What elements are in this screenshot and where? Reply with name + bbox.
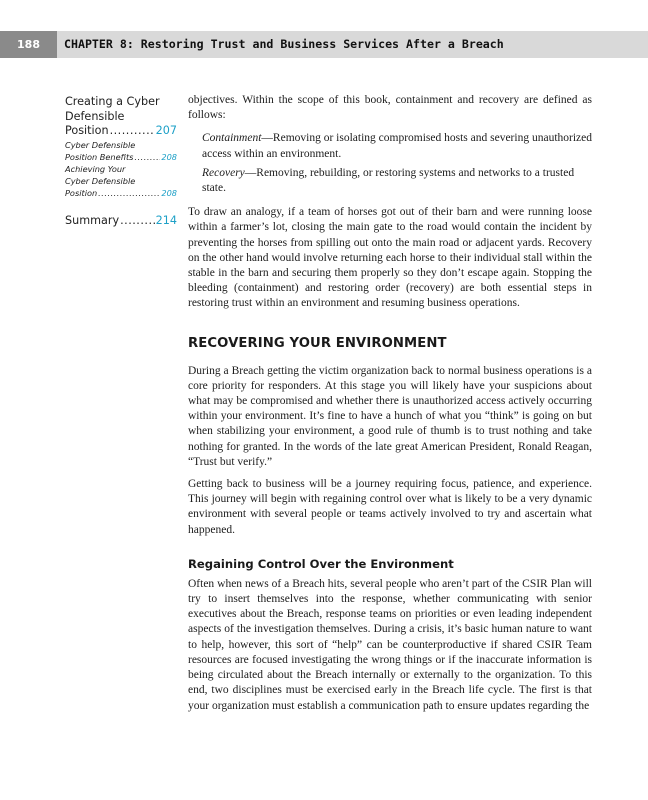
toc-leader-dots	[110, 124, 155, 139]
toc-page-number: 208	[161, 151, 177, 162]
definition-recovery	[202, 166, 592, 196]
toc-entry-label: Cyber Defensible	[65, 139, 136, 150]
chapter-title: CHAPTER 8: Restoring Trust and Business Services After a Breach	[64, 37, 504, 51]
toc-entry-label: Position Benefits	[65, 151, 134, 162]
intro-paragraph: objectives. Within the scope of this book, containment and recovery are defined as follows:	[188, 94, 592, 122]
toc-entry-label: Summary	[65, 213, 120, 227]
section-heading: RECOVERING YOUR ENVIRONMENT	[188, 335, 447, 351]
chapter-toc-sidebar	[65, 95, 177, 228]
section-paragraph-1: During a Breach getting the victim organization back to normal business operations is a core priority for responders. At this stage you will likely have your suspicions about what may be compromised and whether there is unauthorized access actively occurring within your environment. It’s fine to have a hunch of what you “think” is going on but when stabilizing your environment, a good rule of thumb is to trust nothing and take nothing for granted. In the words of the late great American President, Ronald Reagan, “Trust but verify.”	[188, 364, 592, 468]
toc-entry-label: Position	[65, 188, 98, 199]
definition-text: —Removing, rebuilding, or restoring systems and networks to a trusted state.	[202, 166, 575, 195]
page-number: 188	[0, 31, 57, 58]
definition-text: —Removing or isolating compromised hosts and severing unauthorized access within an environment.	[202, 132, 592, 160]
toc-leader-dots	[98, 187, 160, 199]
toc-entry-label: Cyber Defensible	[65, 176, 136, 187]
toc-entry-label: Position	[65, 124, 109, 137]
toc-page-number: 208	[161, 188, 177, 199]
toc-leader-dots	[134, 151, 160, 163]
toc-entry-achieving-position[interactable]	[65, 163, 177, 200]
toc-entry-label: Defensible	[65, 109, 125, 123]
definition-term: Containment	[202, 132, 262, 145]
definition-list	[202, 131, 592, 196]
analogy-paragraph: To draw an analogy, if a team of horses got out of their barn and were running loose within a farmer’s lot, closing the main gate to the road would contain the incident by preventing the horses from spilling out onto the main road or adjacent yards. Recovery on the other hand would involve returning each horse to their individual stall within the stable in the barn and securing them properly so they don’t escape again. Stopping the bleeding (containment) and restoring order (recovery) are both essential steps in restoring trust within an environment and resuming business operations.	[188, 206, 592, 310]
toc-page-number: 207	[155, 124, 177, 137]
section-paragraph-2: Getting back to business will be a journey requiring focus, patience, and experience. This journey will begin with regaining control over what is likely to be a very dynamic environment with several people or teams actively involved to try and ascertain what happened.	[188, 478, 592, 536]
toc-entry-label: Creating a Cyber	[65, 95, 160, 108]
toc-entry-summary[interactable]	[65, 214, 177, 229]
main-text-column	[188, 93, 592, 714]
toc-entry-label: Achieving Your	[65, 163, 126, 174]
toc-page-number: 214	[155, 213, 177, 227]
running-header	[0, 31, 648, 58]
toc-leader-dots	[120, 214, 155, 229]
toc-entry-creating-position[interactable]	[65, 95, 177, 139]
toc-entry-position-benefits[interactable]	[65, 139, 177, 163]
subsection-paragraph-1: Often when news of a Breach hits, several people who aren’t part of the CSIR Plan will try to insert themselves into the response, whether communicating with senior executives about the Breach, response teams on priorities or even leading independent aspects of the investigation themselves. During a crisis, it’s basic human nature to want to help, however, this sort of “help” can be counterproductive if shared CSIR Team resources are focused investigating the wrong things or if the inaccurate information is being circulated about the Breach internally or externally to the organization. To this end, two disciplines must be exercised early in the Breach life cycle. The first is that your organization must establish a communication path to ensure updates regarding the	[188, 577, 592, 712]
definition-containment	[202, 131, 592, 161]
definition-term: Recovery	[202, 166, 245, 179]
subsection-heading: Regaining Control Over the Environment	[188, 556, 454, 571]
